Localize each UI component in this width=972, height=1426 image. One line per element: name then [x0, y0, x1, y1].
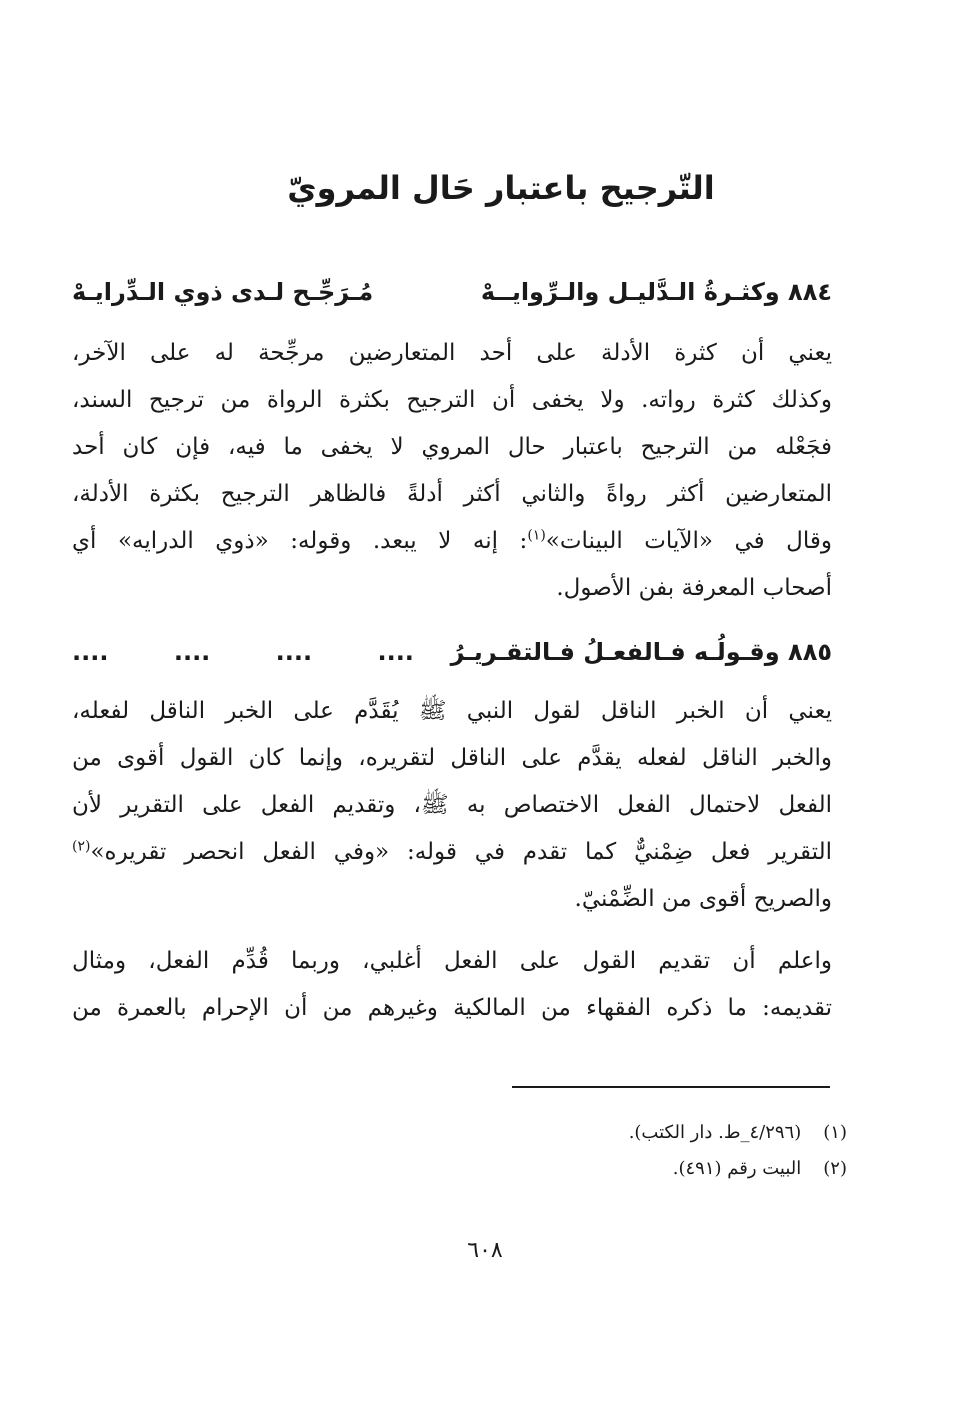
commentary-line: المتعارضين أكثر رواةً والثاني أكثر أدلةً فالظاهر الترجيح بكثرة الأدلة،: [72, 481, 832, 507]
verse-number: ٨٨٤: [788, 278, 832, 306]
footnote-1: [347, 1115, 847, 1151]
page-title: التّرجيح باعتبار حَال المرويّ: [287, 169, 715, 207]
verse-hemistich-2: مُـرَجِّـح لـدى ذوي الـدِّرايـهْ: [72, 278, 374, 306]
commentary-885: [72, 688, 832, 923]
commentary-line: تقديمه: ما ذكره الفقهاء من المالكية وغيرهم من أن الإحرام بالعمرة من: [72, 995, 832, 1021]
footnote-number: (٢): [823, 1158, 847, 1179]
footnote-2: [347, 1151, 847, 1187]
verse-884: [72, 272, 832, 312]
closing-paragraph: [72, 938, 832, 1032]
verse-hemistich-1: وقـولُـه فـالفعـلُ فـالتقـريـرُ: [450, 638, 780, 666]
footnote-ref-2[interactable]: (٢): [72, 838, 91, 855]
verse-line: [72, 272, 832, 312]
footnote-ref-1[interactable]: (١): [527, 527, 546, 544]
verse-885: [72, 632, 832, 672]
footnote-text: (٤/٢٩٦_ط. دار الكتب).: [628, 1122, 802, 1143]
commentary-line: والخبر الناقل لفعله يقدَّم على الناقل لتقريره، وإنما كان القول أقوى من: [72, 745, 832, 771]
page-number: ٦٠٨: [467, 1238, 503, 1263]
footnote-text: البيت رقم (٤٩١).: [672, 1158, 802, 1179]
commentary-line: أصحاب المعرفة بفن الأصول.: [556, 575, 832, 601]
verse-dots: ....: [377, 638, 414, 666]
commentary-line: يعني أن كثرة الأدلة على أحد المتعارضين مرجِّحة له على الآخر،: [72, 340, 832, 366]
verse-line: [72, 632, 832, 672]
verse-dots: ....: [72, 638, 109, 666]
commentary-line: وكذلك كثرة رواته. ولا يخفى أن الترجيح بكثرة الرواة من ترجيح السند،: [72, 387, 832, 413]
verse-number: ٨٨٥: [788, 638, 832, 666]
verse-dots: ....: [275, 638, 313, 666]
commentary-line: وقال في «الآيات البينات»$^{(١)}$: إنه لا يبعد. وقوله: «ذوي الدرايه» أي: [72, 527, 832, 554]
commentary-line: والصريح أقوى من الضِّمْنيّ.: [574, 886, 832, 912]
commentary-line: واعلم أن تقديم القول على الفعل أغلبي، وربما قُدِّم الفعل، ومثال: [72, 948, 832, 974]
commentary-line: التقرير فعل ضِمْنيٌّ كما تقدم في قوله: «وفي الفعل انحصر تقريره»$^{(٢)}$: [72, 838, 832, 865]
commentary-line: الفعل لاحتمال الفعل الاختصاص به ﷺ، وتقديم الفعل على التقرير لأن: [72, 792, 832, 818]
footnotes: [347, 1115, 847, 1187]
footnote-number: (١): [823, 1122, 847, 1143]
commentary-line: فجَعْله من الترجيح باعتبار حال المروي لا يخفى ما فيه، فإن كان أحد: [72, 434, 832, 460]
commentary-line: يعني أن الخبر الناقل لقول النبي ﷺ يُقَدَّم على الخبر الناقل لفعله،: [72, 698, 832, 724]
footnote-divider: [512, 1086, 830, 1088]
verse-hemistich-1: وكثـرةُ الـدَّليـل والـرِّوايــهْ: [480, 278, 780, 306]
commentary-884: [72, 330, 832, 612]
verse-dots: ....: [173, 638, 211, 666]
